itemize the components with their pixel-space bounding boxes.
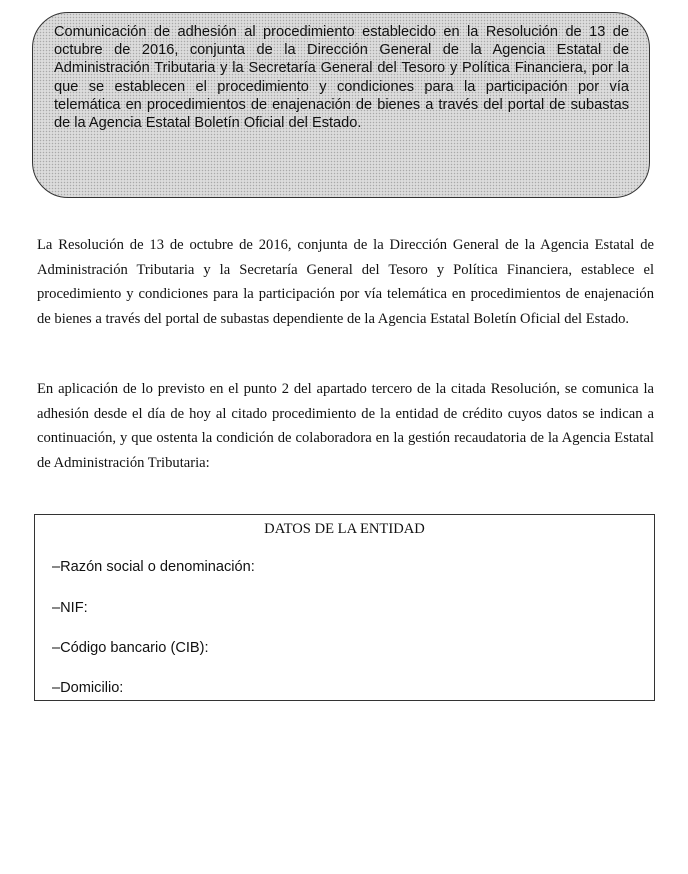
field-nif: –NIF:: [52, 600, 88, 616]
field-domicilio: –Domicilio:: [52, 680, 124, 696]
header-box: [32, 12, 650, 198]
field-codigo-bancario: –Código bancario (CIB):: [52, 640, 209, 656]
field-razon-social: –Razón social o denominación:: [52, 559, 255, 575]
intro-paragraph: La Resolución de 13 de octubre de 2016, conjunta de la Dirección General de la Agencia Estatal de Administración Tributaria y la Secretaría General del Tesoro y Política Financiera, establece el procedimiento y condiciones para la participación por vía telemática en procedimientos de enajenación de bienes a través del portal de subastas dependiente de la Agencia Estatal Boletín Oficial del Estado.: [37, 237, 654, 327]
document-heading: Comunicación de adhesión al procedimiento establecido en la Resolución de 13 de octubre de 2016, conjunta de la Dirección General de la Agencia Estatal de Administración Tributaria y la Secretaría General del Tesoro y Política Financiera, por la que se establecen el procedimiento y condiciones para la participación por vía telemática en procedimientos de enajenación de bienes a través del portal de subastas de la Agencia Estatal Boletín Oficial del Estado.: [54, 24, 629, 132]
entity-data-title: DATOS DE LA ENTIDAD: [264, 521, 425, 537]
adhesion-paragraph: En aplicación de lo previsto en el punto 2 del apartado tercero de la citada Resolución, se comunica la adhesión desde el día de hoy al citado procedimiento de la entidad de crédito cuyos datos se indican a continuación, y que ostenta la condición de colaboradora en la gestión recaudatoria de la Agencia Estatal de Administración Tributaria:: [37, 381, 654, 471]
entity-data-box: [34, 514, 655, 701]
